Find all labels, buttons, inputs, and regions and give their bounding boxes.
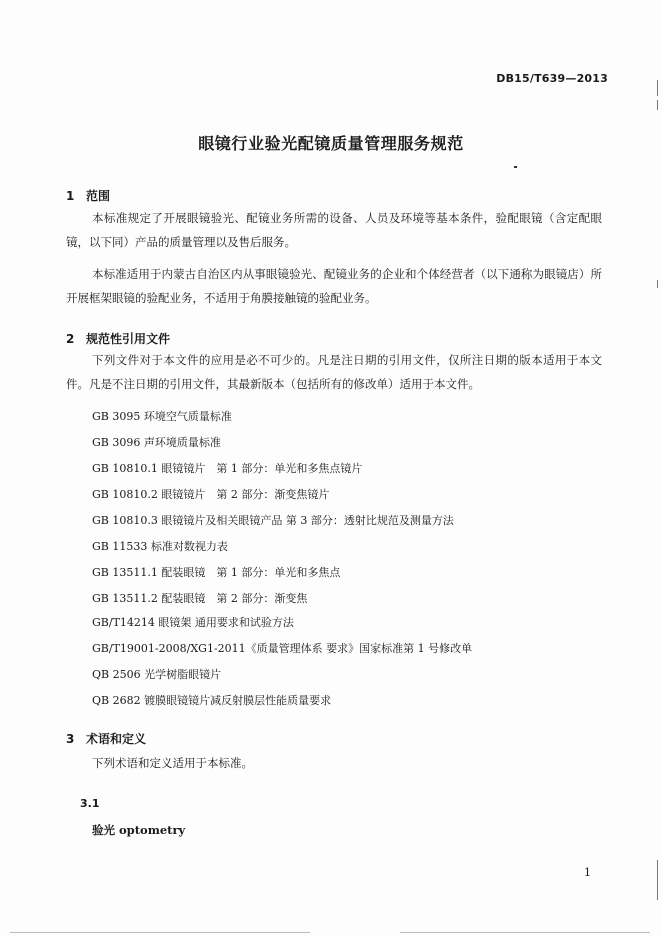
- section-title: 范围: [86, 189, 111, 203]
- reference-item: GB 10810.1 眼镜镜片 第 1 部分：单光和多焦点镜片: [92, 462, 363, 475]
- scan-artifact: [657, 100, 658, 110]
- reference-item: GB 3096 声环境质量标准: [92, 436, 221, 449]
- reference-item: GB 13511.1 配装眼镜 第 1 部分：单光和多焦点: [92, 566, 341, 579]
- section-2-heading: [66, 330, 170, 347]
- reference-item: GB 3095 环境空气质量标准: [92, 410, 232, 423]
- term-heading: 验光 optometry: [92, 823, 186, 837]
- page-number: 1: [584, 866, 591, 879]
- reference-item: GB 10810.2 眼镜镜片 第 2 部分：渐变焦镜片: [92, 488, 330, 501]
- scan-artifact: [657, 860, 658, 900]
- section-1-paragraph-1: 本标准规定了开展眼镜验光、配镜业务所需的设备、人员及环境等基本条件，验配眼镜（含定配眼镜，以下同）产品的质量管理以及售后服务。: [66, 211, 602, 249]
- scan-artifact: [657, 80, 658, 96]
- reference-item: GB 13511.2 配装眼镜 第 2 部分：渐变焦: [92, 592, 308, 605]
- reference-item: GB 11533 标准对数视力表: [92, 540, 228, 553]
- reference-item: GB/T19001-2008/XG1-2011《质量管理体系 要求》国家标准第 1 号修改单: [92, 642, 473, 655]
- subsection-number: 3.1: [80, 797, 100, 810]
- reference-item: QB 2506 光学树脂眼镜片: [92, 668, 222, 681]
- reference-item: GB 10810.3 眼镜镜片及相关眼镜产品 第 3 部分：透射比规范及测量方法: [92, 514, 454, 527]
- section-1-paragraph-2: 本标准适用于内蒙古自治区内从事眼镜验光、配镜业务的企业和个体经营者（以下通称为眼镜店）所开展框架眼镜的验配业务，不适用于角膜接触镜的验配业务。: [66, 267, 602, 305]
- section-title: 规范性引用文件: [86, 332, 171, 346]
- standard-number: DB15/T639—2013: [496, 72, 608, 85]
- scan-artifact: [657, 280, 658, 288]
- section-2-intro: 下列文件对于本文件的应用是必不可少的。凡是注日期的引用文件，仅所注日期的版本适用于本文件。凡是不注日期的引用文件，其最新版本（包括所有的修改单）适用于本文件。: [66, 353, 602, 391]
- scan-artifact: [10, 932, 310, 933]
- section-1-heading: [66, 187, 110, 204]
- scan-artifact: [400, 932, 650, 933]
- section-title: 术语和定义: [86, 732, 147, 746]
- section-number: 3: [66, 732, 75, 746]
- section-3-intro: 下列术语和定义适用于本标准。: [92, 756, 253, 770]
- reference-item: GB/T14214 眼镜架 通用要求和试验方法: [92, 616, 294, 629]
- section-number: 2: [66, 332, 75, 346]
- document-title: 眼镜行业验光配镜质量管理服务规范: [198, 134, 464, 153]
- section-3-heading: [66, 730, 146, 747]
- scan-dot: [514, 166, 517, 168]
- reference-item: QB 2682 镀膜眼镜镜片减反射膜层性能质量要求: [92, 694, 332, 707]
- section-number: 1: [66, 189, 75, 203]
